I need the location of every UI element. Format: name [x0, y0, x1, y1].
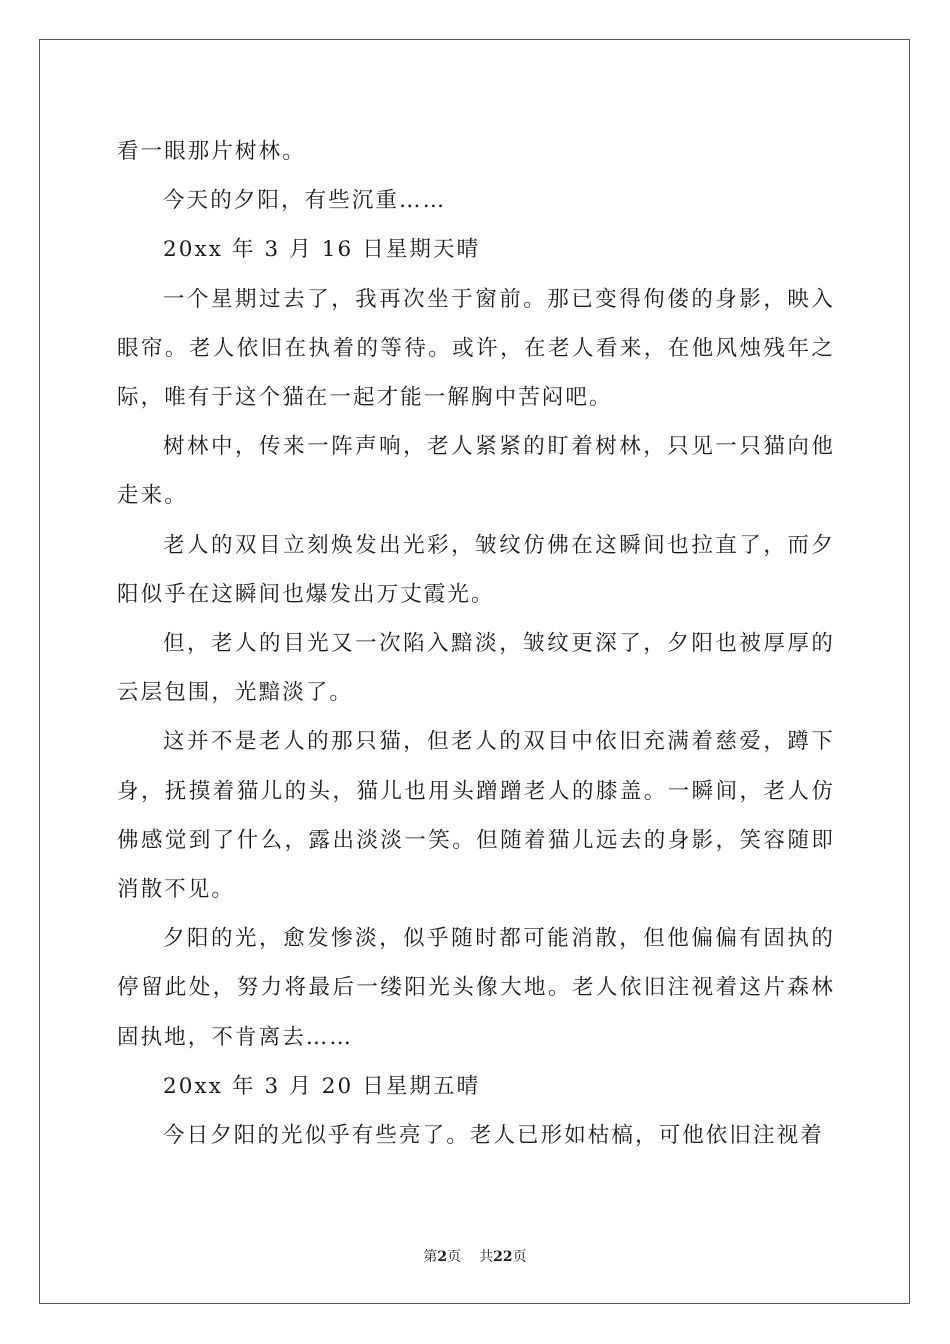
- paragraph: 今天的夕阳，有些沉重……: [163, 188, 447, 214]
- page-suffix: 页: [447, 1249, 462, 1265]
- total-pages: 22: [493, 1249, 513, 1265]
- total-prefix: 共: [479, 1249, 494, 1265]
- paragraph: 看一眼那片树林。: [117, 139, 306, 164]
- paragraph: 这并不是老人的那只猫，但老人的双目中依旧充满着慈爱，蹲下身，抚摸着猫儿的头，猫儿也用头蹭蹭老人的膝盖。一瞬间，老人仿佛感觉到了什么，露出淡淡一笑。但随着猫儿远去的身影，笑容随即消散不见。: [117, 729, 835, 903]
- paragraph: 今日夕阳的光似乎有些亮了。老人已形如枯槁，可他依旧注视着: [163, 1123, 824, 1149]
- paragraph: 树林中，传来一阵声响，老人紧紧的盯着树林，只见一只猫向他走来。: [117, 434, 835, 509]
- paragraph: 老人的双目立刻焕发出光彩，皱纹仿佛在这瞬间也拉直了，而夕阳似乎在这瞬间也爆发出万丈霞光。: [117, 532, 835, 607]
- page-footer: [0, 1246, 950, 1266]
- paragraph: 一个星期过去了，我再次坐于窗前。那已变得佝偻的身影，映入眼帘。老人依旧在执着的等待。或许，在老人看来，在他风烛残年之际，唯有于这个猫在一起才能一解胸中苦闷吧。: [117, 286, 835, 411]
- diary-date-heading: 20xx 年 3 月 20 日星期五晴: [163, 1073, 481, 1099]
- document-body: [117, 127, 835, 1160]
- page-number: 2: [437, 1249, 448, 1265]
- paragraph: 但，老人的目光又一次陷入黯淡，皱纹更深了，夕阳也被厚厚的云层包围，光黯淡了。: [117, 631, 835, 706]
- page-prefix: 第: [423, 1249, 438, 1265]
- total-suffix: 页: [512, 1249, 527, 1265]
- diary-date-heading: 20xx 年 3 月 16 日星期天晴: [163, 237, 481, 263]
- paragraph: 夕阳的光，愈发惨淡，似乎随时都可能消散，但他偏偏有固执的停留此处，努力将最后一缕阳光头像大地。老人依旧注视着这片森林固执地，不肯离去……: [117, 926, 835, 1050]
